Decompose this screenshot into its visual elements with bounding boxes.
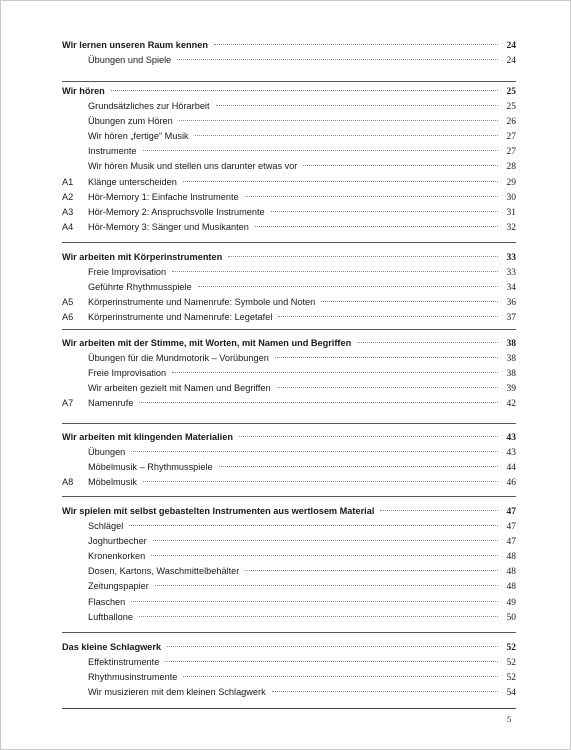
toc-entry-code: A5 xyxy=(62,297,74,308)
dot-leader xyxy=(245,196,498,197)
toc-entry-title: Wir musizieren mit dem kleinen Schlagwerk xyxy=(88,687,266,698)
toc-page-number: 49 xyxy=(506,597,516,608)
toc-entry-title: Dosen, Kartons, Waschmittelbehälter xyxy=(88,566,240,577)
toc-page-number: 33 xyxy=(506,253,516,263)
toc-section-heading[interactable] xyxy=(62,250,516,265)
toc-entry[interactable] xyxy=(62,205,516,220)
toc-section-heading[interactable] xyxy=(62,430,516,445)
toc-entry[interactable] xyxy=(62,460,516,475)
toc-entry-title: Freie Improvisation xyxy=(88,267,167,278)
toc-page-number: 32 xyxy=(506,222,516,233)
dot-leader xyxy=(139,616,498,617)
toc-page-number: 48 xyxy=(506,552,516,563)
dot-leader xyxy=(131,601,498,602)
toc-page-number: 47 xyxy=(506,507,516,517)
dot-leader xyxy=(216,105,498,106)
toc-section-heading[interactable] xyxy=(62,84,516,99)
toc-entry-title: Übungen für die Mundmotorik – Vorübungen xyxy=(88,353,269,364)
toc-entry[interactable] xyxy=(62,595,516,610)
section-divider xyxy=(62,81,516,82)
toc-entry-code: A8 xyxy=(62,477,74,488)
toc-entry-title: Möbelmusik xyxy=(88,477,138,488)
dot-leader xyxy=(179,120,498,121)
toc-heading-title: Wir spielen mit selbst gebastelten Instrumenten aus wertlosem Material xyxy=(62,506,375,516)
toc-page-number: 46 xyxy=(506,478,516,489)
toc-page-number: 44 xyxy=(506,463,516,474)
toc-page-number: 47 xyxy=(506,537,516,548)
dot-leader xyxy=(255,226,498,227)
dot-leader xyxy=(167,646,498,647)
section-divider xyxy=(62,329,516,330)
dot-leader xyxy=(245,570,498,571)
dot-leader xyxy=(277,387,498,388)
toc-entry[interactable] xyxy=(62,190,516,205)
toc-page-number: 48 xyxy=(506,582,516,593)
toc-page-number: 31 xyxy=(506,207,516,218)
section-divider xyxy=(62,496,516,497)
toc-entry[interactable] xyxy=(62,445,516,460)
toc-page-number: 25 xyxy=(506,102,516,113)
toc-page-number: 37 xyxy=(506,313,516,324)
dot-leader xyxy=(177,59,498,60)
toc-heading-title: Wir lernen unseren Raum kennen xyxy=(62,40,208,50)
dot-leader xyxy=(239,436,498,437)
toc-entry-title: Hör-Memory 3: Sänger und Musikanten xyxy=(88,221,249,232)
toc-heading-title: Das kleine Schlagwerk xyxy=(62,642,162,652)
toc-page-number: 38 xyxy=(506,354,516,365)
toc-page-number: 30 xyxy=(506,192,516,203)
toc-entry-title: Joghurtbecher xyxy=(88,536,147,547)
toc-entry[interactable] xyxy=(62,114,516,129)
dot-leader xyxy=(151,555,498,556)
dot-leader xyxy=(271,211,498,212)
dot-leader xyxy=(278,316,498,317)
dot-leader xyxy=(111,90,498,91)
toc-page-number: 29 xyxy=(506,177,516,188)
toc-entry[interactable] xyxy=(62,475,516,490)
footer-rule xyxy=(62,708,516,709)
toc-entry-title: Wir hören „fertige“ Musik xyxy=(88,131,189,142)
toc-entry[interactable] xyxy=(62,310,516,325)
toc-entry-title: Klänge unterscheiden xyxy=(88,176,177,187)
toc-page-number: 50 xyxy=(506,612,516,623)
toc-entry-title: Hör-Memory 2: Anspruchsvolle Instrumente xyxy=(88,206,265,217)
toc-entry[interactable] xyxy=(62,655,516,670)
toc-entry-title: Luftballone xyxy=(88,611,133,622)
toc-section-heading[interactable] xyxy=(62,504,516,519)
toc-heading-title: Wir arbeiten mit der Stimme, mit Worten, mit Namen und Begriffen xyxy=(62,338,352,348)
dot-leader xyxy=(321,301,498,302)
toc-entry[interactable] xyxy=(62,519,516,534)
toc-entry[interactable] xyxy=(62,685,516,700)
toc-section xyxy=(62,640,516,700)
toc-entry-code: A3 xyxy=(62,206,74,217)
toc-heading-title: Wir arbeiten mit Körperinstrumenten xyxy=(62,252,223,262)
toc-entry-title: Schlägel xyxy=(88,521,124,532)
toc-entry[interactable] xyxy=(62,144,516,159)
toc-entry-code: A4 xyxy=(62,221,74,232)
dot-leader xyxy=(275,357,498,358)
toc-page-number: 52 xyxy=(506,643,516,653)
toc-entry[interactable] xyxy=(62,610,516,625)
toc-page-number: 26 xyxy=(506,117,516,128)
toc-entry-title: Geführte Rhythmusspiele xyxy=(88,282,192,293)
toc-page-number: 43 xyxy=(506,433,516,443)
toc-entry-title: Namenrufe xyxy=(88,398,134,409)
toc-entry-code: A1 xyxy=(62,176,74,187)
dot-leader xyxy=(165,661,498,662)
toc-section xyxy=(62,430,516,490)
dot-leader xyxy=(357,342,498,343)
toc-section-heading[interactable] xyxy=(62,38,516,53)
dot-leader xyxy=(143,481,498,482)
toc-section xyxy=(62,38,516,68)
toc-heading-title: Wir hören xyxy=(62,86,105,96)
toc-entry-title: Wir arbeiten gezielt mit Namen und Begriffen xyxy=(88,383,271,394)
dot-leader xyxy=(219,466,498,467)
toc-entry[interactable] xyxy=(62,670,516,685)
dot-leader xyxy=(228,256,498,257)
toc-entry[interactable] xyxy=(62,351,516,366)
toc-entry-code: A6 xyxy=(62,312,74,323)
dot-leader xyxy=(155,585,498,586)
toc-entry[interactable] xyxy=(62,280,516,295)
toc-page-number: 34 xyxy=(506,283,516,294)
dot-leader xyxy=(153,540,498,541)
toc-page-number: 38 xyxy=(506,369,516,380)
toc-entry[interactable] xyxy=(62,129,516,144)
dot-leader xyxy=(131,451,498,452)
dot-leader xyxy=(183,676,498,677)
toc-page-number: 43 xyxy=(506,448,516,459)
toc-section-heading[interactable] xyxy=(62,336,516,351)
toc-entry-title: Freie Improvisation xyxy=(88,368,167,379)
toc-page-number: 48 xyxy=(506,567,516,578)
toc-entry-title: Flaschen xyxy=(88,596,126,607)
toc-page-number: 25 xyxy=(506,87,516,97)
dot-leader xyxy=(272,691,498,692)
toc-entry-code: A7 xyxy=(62,398,74,409)
toc-entry-title: Möbelmusik – Rhythmusspiele xyxy=(88,462,213,473)
toc-entry[interactable] xyxy=(62,295,516,310)
dot-leader xyxy=(195,135,498,136)
toc-entry[interactable] xyxy=(62,549,516,564)
toc-page-number: 54 xyxy=(506,688,516,699)
toc-entry-title: Körperinstrumente und Namenrufe: Legetafel xyxy=(88,312,273,323)
toc-page-number: 28 xyxy=(506,162,516,173)
toc-page-number: 42 xyxy=(506,399,516,410)
toc-entry-title: Grundsätzliches zur Hörarbeit xyxy=(88,101,210,112)
toc-entry-title: Kronenkorken xyxy=(88,551,146,562)
toc-entry-title: Instrumente xyxy=(88,146,137,157)
toc-page-number: 52 xyxy=(506,673,516,684)
toc-entry[interactable] xyxy=(62,99,516,114)
toc-page-number: 36 xyxy=(506,298,516,309)
toc-page-number: 33 xyxy=(506,268,516,279)
toc-page-number: 24 xyxy=(506,41,516,51)
toc-section xyxy=(62,250,516,325)
toc-page-number: 24 xyxy=(506,56,516,67)
toc-page-number: 27 xyxy=(506,147,516,158)
toc-entry[interactable] xyxy=(62,534,516,549)
toc-entry[interactable] xyxy=(62,396,516,411)
toc-entry-code: A2 xyxy=(62,191,74,202)
dot-leader xyxy=(214,44,498,45)
toc-page-number: 47 xyxy=(506,522,516,533)
toc-section-heading[interactable] xyxy=(62,640,516,655)
toc-entry-title: Hör-Memory 1: Einfache Instrumente xyxy=(88,191,239,202)
toc-entry-title: Wir hören Musik und stellen uns darunter etwas vor xyxy=(88,161,298,172)
toc-section xyxy=(62,336,516,411)
toc-entry[interactable] xyxy=(62,220,516,235)
toc-page-number: 38 xyxy=(506,339,516,349)
toc-page-number: 52 xyxy=(506,658,516,669)
toc-entry-title: Zeitungspapier xyxy=(88,581,149,592)
toc-entry-title: Effektinstrumente xyxy=(88,657,160,668)
toc-entry-title: Übungen und Spiele xyxy=(88,55,172,66)
toc-entry[interactable] xyxy=(62,381,516,396)
toc-entry[interactable] xyxy=(62,159,516,174)
toc-section xyxy=(62,84,516,235)
toc-heading-title: Wir arbeiten mit klingenden Materialien xyxy=(62,432,233,442)
toc-entry[interactable] xyxy=(62,53,516,68)
toc-entry-title: Körperinstrumente und Namenrufe: Symbole und Noten xyxy=(88,297,316,308)
toc-entry[interactable] xyxy=(62,175,516,190)
toc-entry[interactable] xyxy=(62,564,516,579)
page-number: 5 xyxy=(507,714,512,724)
dot-leader xyxy=(172,271,498,272)
section-divider xyxy=(62,242,516,243)
dot-leader xyxy=(303,165,498,166)
toc-entry-title: Übungen zum Hören xyxy=(88,116,173,127)
dot-leader xyxy=(198,286,498,287)
toc-page-number: 27 xyxy=(506,132,516,143)
toc-entry[interactable] xyxy=(62,366,516,381)
dot-leader xyxy=(183,181,498,182)
toc-section xyxy=(62,504,516,625)
dot-leader xyxy=(139,402,498,403)
section-divider xyxy=(62,423,516,424)
toc-entry-title: Rhythmusinstrumente xyxy=(88,672,178,683)
section-divider xyxy=(62,632,516,633)
toc-entry-title: Übungen xyxy=(88,447,126,458)
dot-leader xyxy=(129,525,498,526)
toc-page-number: 39 xyxy=(506,384,516,395)
dot-leader xyxy=(380,510,498,511)
toc-entry[interactable] xyxy=(62,265,516,280)
dot-leader xyxy=(143,150,498,151)
toc-entry[interactable] xyxy=(62,579,516,594)
dot-leader xyxy=(172,372,498,373)
